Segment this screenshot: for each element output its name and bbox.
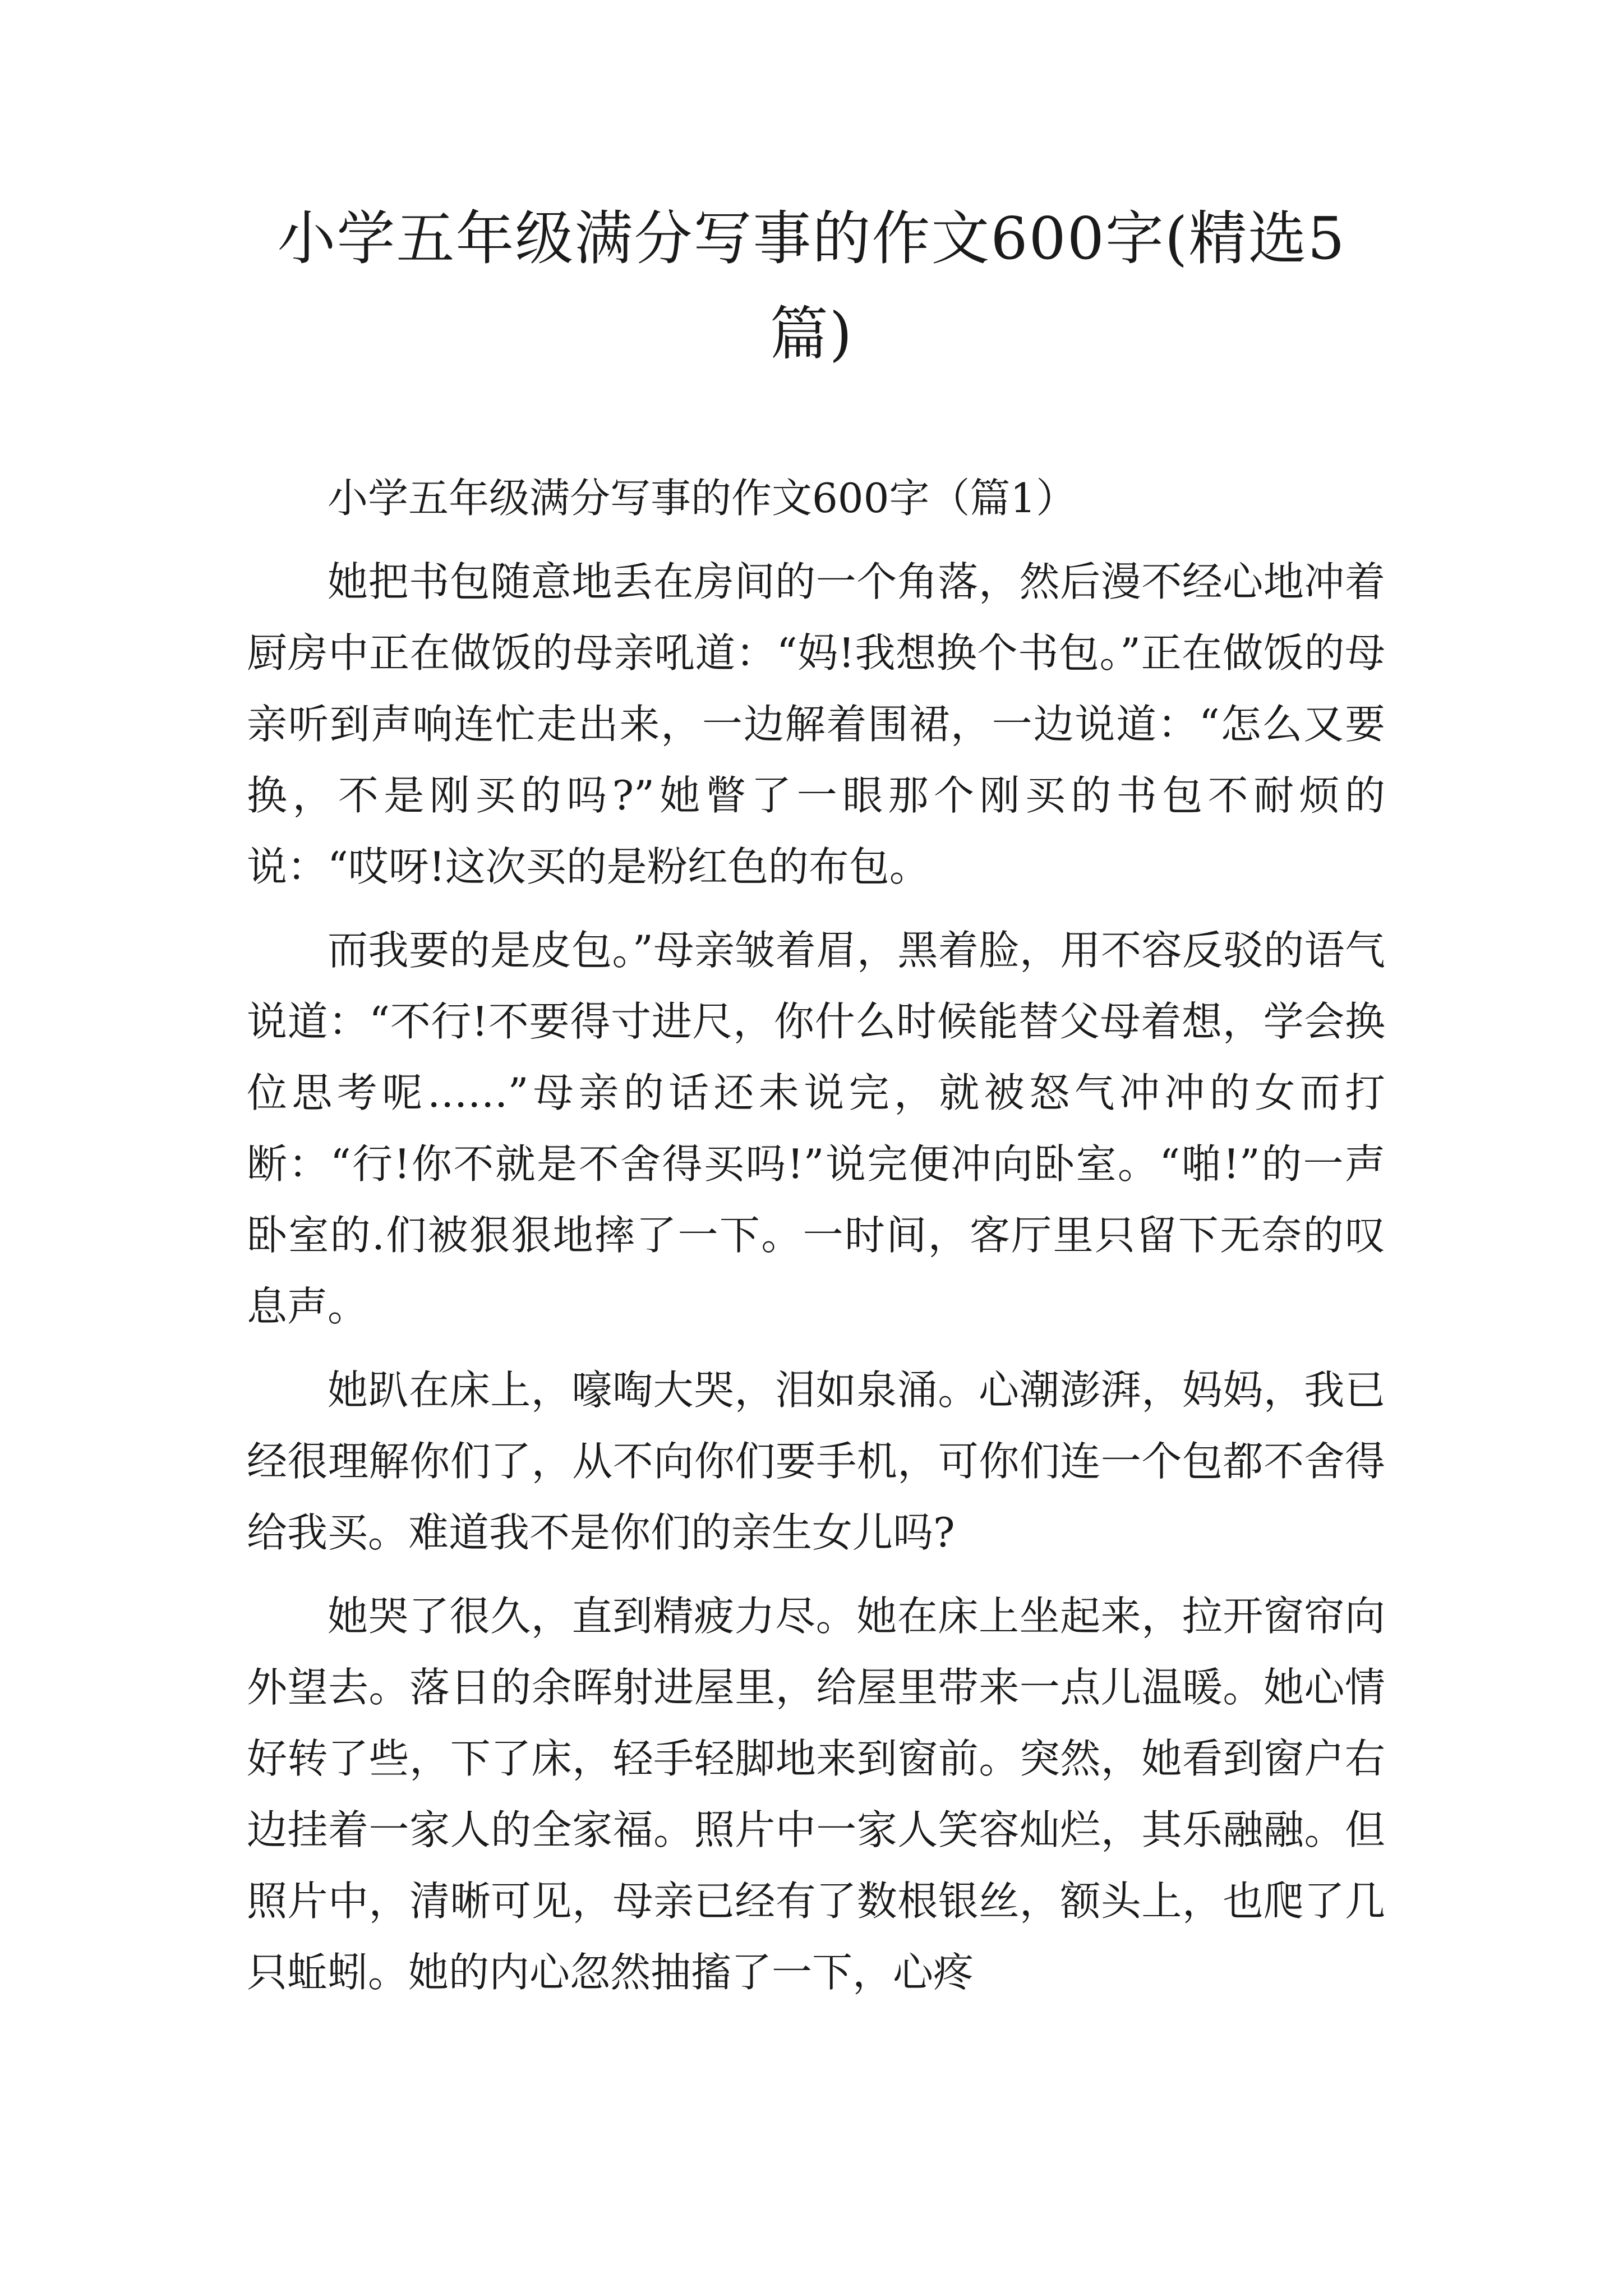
section-heading: 小学五年级满分写事的作文600字（篇1） xyxy=(328,475,1077,522)
paragraph: 她趴在床上，嚎啕大哭，泪如泉涌。心潮澎湃，妈妈，我已经很理解你们了，从不向你们要手机，可你们连一个包都不舍得给我买。难道我不是你们的亲生女儿吗? xyxy=(247,1366,1385,1556)
document-title: 小学五年级满分写事的作文600字(精选5篇) xyxy=(277,204,1346,368)
paragraph: 而我要的是皮包。”母亲皱着眉，黑着脸，用不容反驳的语气说道：“不行!不要得寸进尺，你什么时候能替父母着想，学会换位思考呢……”母亲的话还未说完，就被怒气冲冲的女而打断：“行!你不就是不舍得买吗!”说完便冲向卧室。“啪!”的一声卧室的.们被狠狠地摔了一下。一时间，客厅里只留下无奈的叹息声。 xyxy=(247,927,1385,1330)
document-body xyxy=(247,463,1385,2021)
paragraph: 她把书包随意地丢在房间的一个角落，然后漫不经心地冲着厨房中正在做饭的母亲吼道：“妈!我想换个书包。”正在做饭的母亲听到声响连忙走出来，一边解着围裙，一边说道：“怎么又要换，不是刚买的吗?”她瞥了一眼那个刚买的书包不耐烦的说：“哎呀!这次买的是粉红色的布包。 xyxy=(247,558,1385,890)
paragraph: 她哭了很久，直到精疲力尽。她在床上坐起来，拉开窗帘向外望去。落日的余晖射进屋里，给屋里带来一点儿温暖。她心情好转了些，下了床，轻手轻脚地来到窗前。突然，她看到窗户右边挂着一家人的全家福。照片中一家人笑容灿烂，其乐融融。但照片中，清晰可见，母亲已经有了数根银丝，额头上，也爬了几只蚯蚓。她的内心忽然抽搐了一下，心疼 xyxy=(247,1593,1385,1996)
